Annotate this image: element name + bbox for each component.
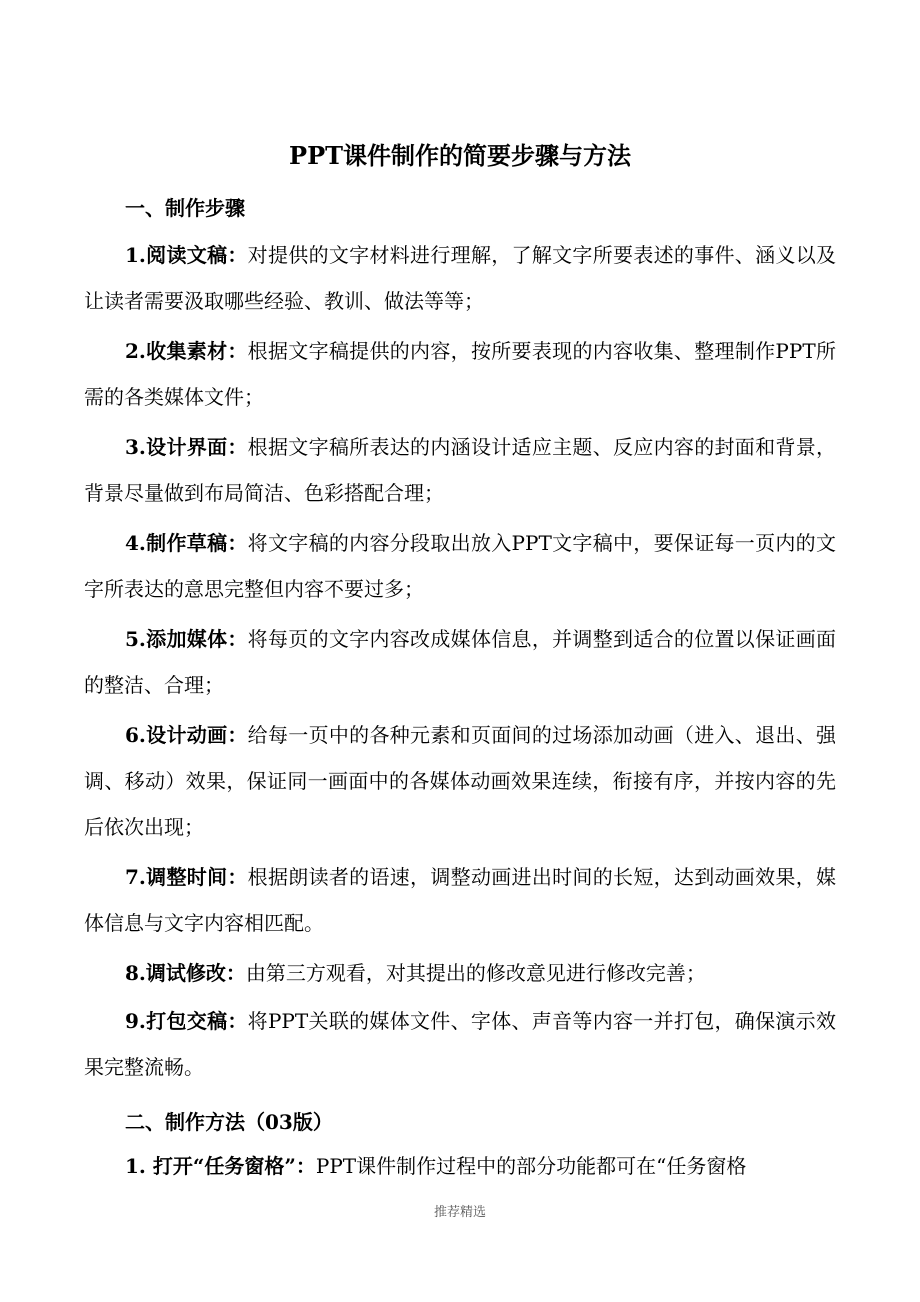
step-1	[84, 232, 836, 324]
step-7	[84, 854, 836, 946]
method-1	[84, 1143, 836, 1189]
method-1-text: PPT课件制作过程中的部分功能都可在“任务窗格	[315, 1154, 747, 1178]
step-2-text: 根据文字稿提供的内容，按所要表现的内容收集、整理制作PPT所需的各类媒体文件；	[84, 339, 836, 409]
step-5	[84, 616, 836, 708]
step-4-lead: 4.制作草稿：	[125, 531, 248, 555]
step-9	[84, 998, 836, 1090]
step-1-lead: 1.阅读文稿：	[125, 243, 248, 267]
section2-heading: 二、制作方法（03版）	[125, 1110, 333, 1134]
step-6-text: 给每一页中的各种元素和页面间的过场添加动画（进入、退出、强调、移动）效果，保证同一画面中的各媒体动画效果连续，衔接有序，并按内容的先后依次出现；	[84, 723, 836, 839]
section1-heading: 一、制作步骤	[125, 196, 245, 220]
step-5-text: 将每页的文字内容改成媒体信息，并调整到适合的位置以保证画面的整洁、合理；	[84, 627, 836, 697]
step-3-lead: 3.设计界面：	[125, 435, 248, 459]
step-2-lead: 2.收集素材：	[125, 339, 248, 363]
step-9-text: 将PPT关联的媒体文件、字体、声音等内容一并打包，确保演示效果完整流畅。	[84, 1009, 836, 1079]
step-4-text: 将文字稿的内容分段取出放入PPT文字稿中，要保证每一页内的文字所表达的意思完整但内容不要过多；	[84, 531, 836, 601]
step-9-lead: 9.打包交稿：	[125, 1009, 248, 1033]
step-8-text: 由第三方观看，对其提出的修改意见进行修改完善；	[245, 961, 706, 985]
step-7-text: 根据朗读者的语速，调整动画进出时间的长短，达到动画效果，媒体信息与文字内容相匹配。	[84, 865, 836, 935]
step-5-lead: 5.添加媒体：	[125, 627, 248, 651]
page-footer: 推荐精选	[433, 1205, 486, 1220]
document-title: PPT课件制作的简要步骤与方法	[289, 141, 631, 170]
step-7-lead: 7.调整时间：	[125, 865, 248, 889]
method-1-lead: 1. 打开“任务窗格”：	[125, 1154, 316, 1178]
step-3	[84, 424, 836, 516]
step-8-lead: 8.调试修改：	[125, 961, 246, 985]
step-4	[84, 520, 836, 612]
step-6-lead: 6.设计动画：	[125, 723, 248, 747]
step-1-text: 对提供的文字材料进行理解，了解文字所要表述的事件、涵义以及让读者需要汲取哪些经验、教训、做法等等；	[84, 243, 836, 313]
step-2	[84, 328, 836, 420]
step-6	[84, 712, 836, 850]
step-8	[84, 950, 836, 996]
step-3-text: 根据文字稿所表达的内涵设计适应主题、反应内容的封面和背景，背景尽量做到布局简洁、色彩搭配合理；	[84, 435, 836, 505]
